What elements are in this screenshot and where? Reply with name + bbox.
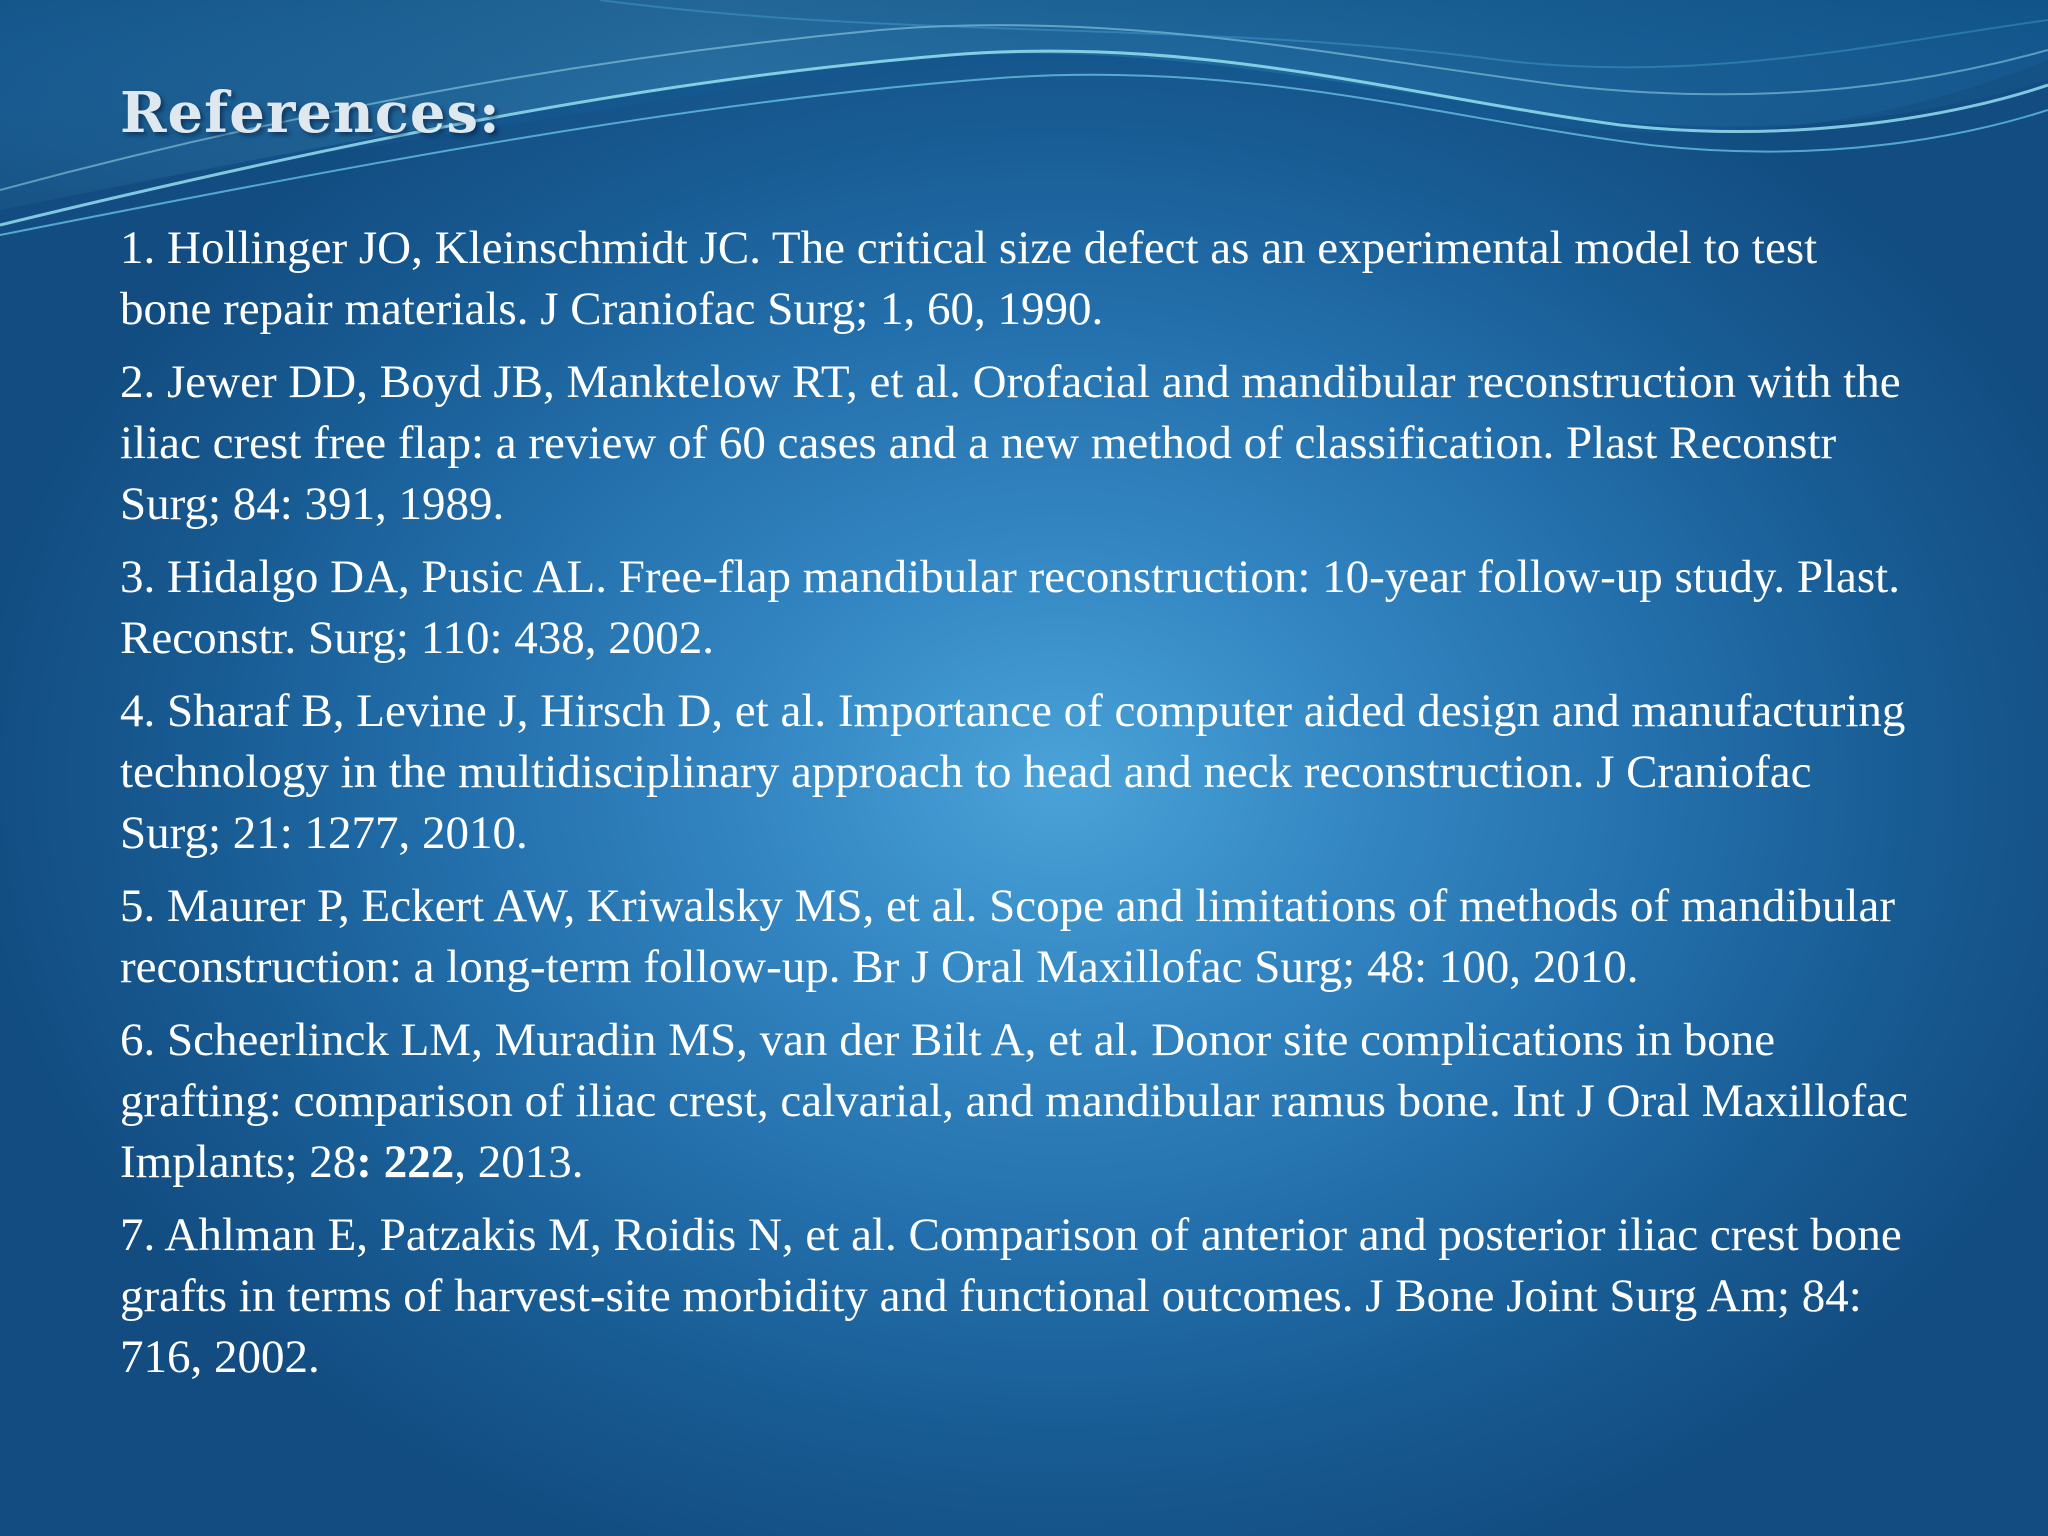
reference-item: 1. Hollinger JO, Kleinschmidt JC. The critical size defect as an experimental model to test bone repair materials. J Craniofac Surg; 1, 60, 1990. [120, 222, 1818, 335]
reference-item: 2. Jewer DD, Boyd JB, Manktelow RT, et al. Orofacial and mandibular reconstruction with the iliac crest free flap: a review of 60 cases and a new method of classification. Plast Reconstr Surg; 84: 391, 1989. [120, 356, 1901, 530]
reference-item: 4. Sharaf B, Levine J, Hirsch D, et al. Importance of computer aided design and manufacturing technology in the multidisciplinary approach to head and neck reconstruction. J Craniofac Surg; 21: 1277, 2010. [120, 685, 1906, 859]
reference-6-page-bold: : 222 [356, 1136, 455, 1188]
slide-title: References: [120, 80, 501, 146]
reference-item: 7. Ahlman E, Patzakis M, Roidis N, et al. Comparison of anterior and posterior iliac crest bone grafts in terms of harvest-site morbidity and functional outcomes. J Bone Joint Surg Am; 84: 716, 2002. [120, 1209, 1902, 1383]
reference-list [120, 218, 1920, 1400]
reference-item-6 [120, 1010, 1920, 1193]
reference-6-text: 6. Scheerlinck LM, Muradin MS, van der Bilt A, et al. Donor site complications in bone grafting: comparison of iliac crest, calvarial, and mandibular ramus bone. Int J Oral Maxillofac Implants; 28 [120, 1014, 1908, 1188]
reference-6-tail: , 2013. [454, 1136, 584, 1188]
reference-item: 5. Maurer P, Eckert AW, Kriwalsky MS, et al. Scope and limitations of methods of mandibular reconstruction: a long-term follow-up. Br J Oral Maxillofac Surg; 48: 100, 2010. [120, 880, 1895, 993]
reference-item: 3. Hidalgo DA, Pusic AL. Free-flap mandibular reconstruction: 10-year follow-up study. Plast. Reconstr. Surg; 110: 438, 2002. [120, 551, 1900, 664]
